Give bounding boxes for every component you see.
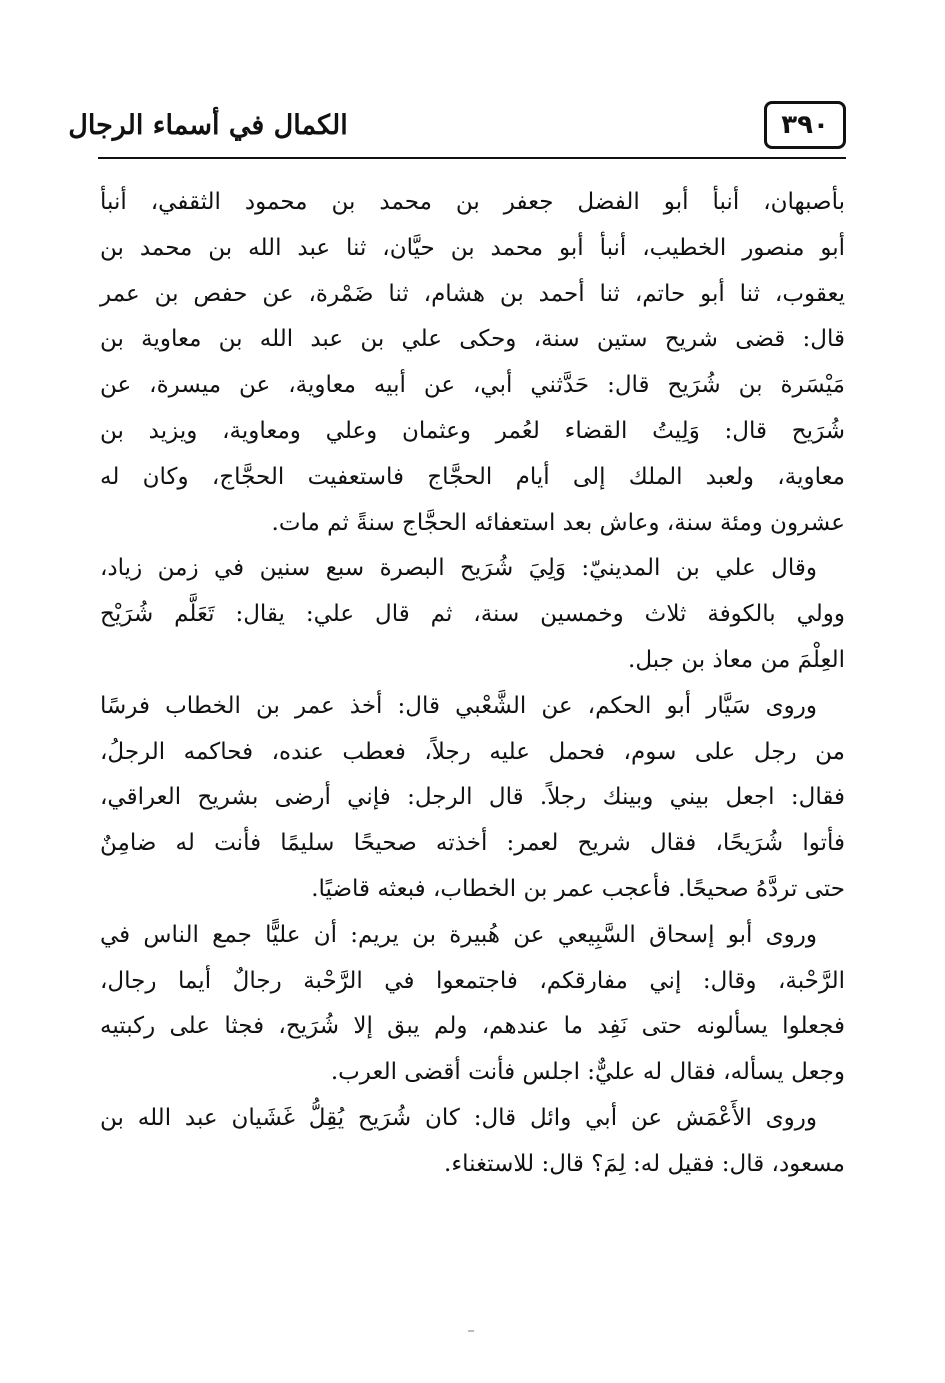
text-line: وجعل يسأله، فقال له عليٌّ: اجلس فأنت أقضى العرب.: [330, 1059, 845, 1086]
page-number: ٣٩٠: [764, 101, 846, 149]
text-line: قال: قضى شريح ستين سنة، وحكى علي بن عبد الله بن معاوية بن: [100, 326, 845, 353]
text-line: مَيْسَرة بن شُرَيح قال: حَدَّثني أبي، عن أبيه معاوية، عن ميسرة، عن: [100, 372, 845, 399]
header-rule: [98, 157, 846, 159]
text-line: وولي بالكوفة ثلاث وخمسين سنة، ثم قال علي: يقال: تَعَلَّم شُرَيْح: [100, 601, 845, 628]
running-title: الكمال في أسماء الرجال: [68, 109, 348, 141]
page-header: [68, 95, 846, 155]
text-line: مسعود، قال: فقيل له: لِمَ؟ قال: للاستغناء.: [444, 1150, 845, 1177]
text-line: حتى تردَّهُ صحيحًا. فأعجب عمر بن الخطاب، فبعثه قاضيًا.: [311, 875, 845, 902]
footer-mark: [468, 1330, 474, 1332]
text-line: الرَّحْبة، وقال: إني مفارقكم، فاجتمعوا في الرَّحْبة رجالٌ أيما رجال،: [100, 967, 845, 994]
text-line: وروى سَيَّار أبو الحكم، عن الشَّعْبي قال: أخذ عمر بن الخطاب فرسًا: [100, 692, 817, 719]
text-line: فجعلوا يسألونه حتى نَفِد ما عندهم، ولم يبق إلا شُرَيح، فجثا على ركبتيه: [100, 1013, 845, 1040]
text-body: [100, 180, 845, 1188]
text-line: شُرَيح قال: وَلِيتُ القضاء لعُمر وعثمان وعلي ومعاوية، ويزيد بن: [100, 417, 845, 444]
text-line: يعقوب، ثنا أبو حاتم، ثنا أحمد بن هشام، ثنا ضَمْرة، عن حفص بن عمر: [100, 280, 845, 307]
text-line: العِلْمَ من معاذ بن جبل.: [628, 646, 845, 673]
text-line: معاوية، ولعبد الملك إلى أيام الحجَّاج فاستعفيت الحجَّاج، وكان له: [100, 463, 845, 490]
text-line: وروى أبو إسحاق السَّبِيعي عن هُبيرة بن يريم: أن عليًّا جمع الناس في: [100, 921, 817, 948]
text-line: وقال علي بن المدينيّ: وَلِيَ شُرَيح البصرة سبع سنين في زمن زياد،: [100, 555, 817, 582]
text-line: فأتوا شُرَيحًا، فقال شريح لعمر: أخذته صحيحًا سليمًا فأنت له ضامِنٌ: [100, 830, 845, 857]
text-line: عشرون ومئة سنة، وعاش بعد استعفائه الحجَّاج سنةً ثم مات.: [271, 509, 845, 536]
text-line: وروى الأَعْمَش عن أبي وائل قال: كان شُرَيح يُقِلُّ غَشَيان عبد الله بن: [100, 1104, 817, 1131]
text-line: فقال: اجعل بيني وبينك رجلاً. قال الرجل: فإني أرضى بشريح العراقي،: [100, 784, 845, 811]
text-line: من رجل على سوم، فحمل عليه رجلاً، فعطب عنده، فحاكمه الرجلُ،: [100, 738, 845, 765]
text-line: بأصبهان، أنبأ أبو الفضل جعفر بن محمد بن محمود الثقفي، أنبأ: [100, 189, 845, 215]
text-line: أبو منصور الخطيب، أنبأ أبو محمد بن حيَّان، ثنا عبد الله بن محمد بن: [100, 234, 845, 261]
